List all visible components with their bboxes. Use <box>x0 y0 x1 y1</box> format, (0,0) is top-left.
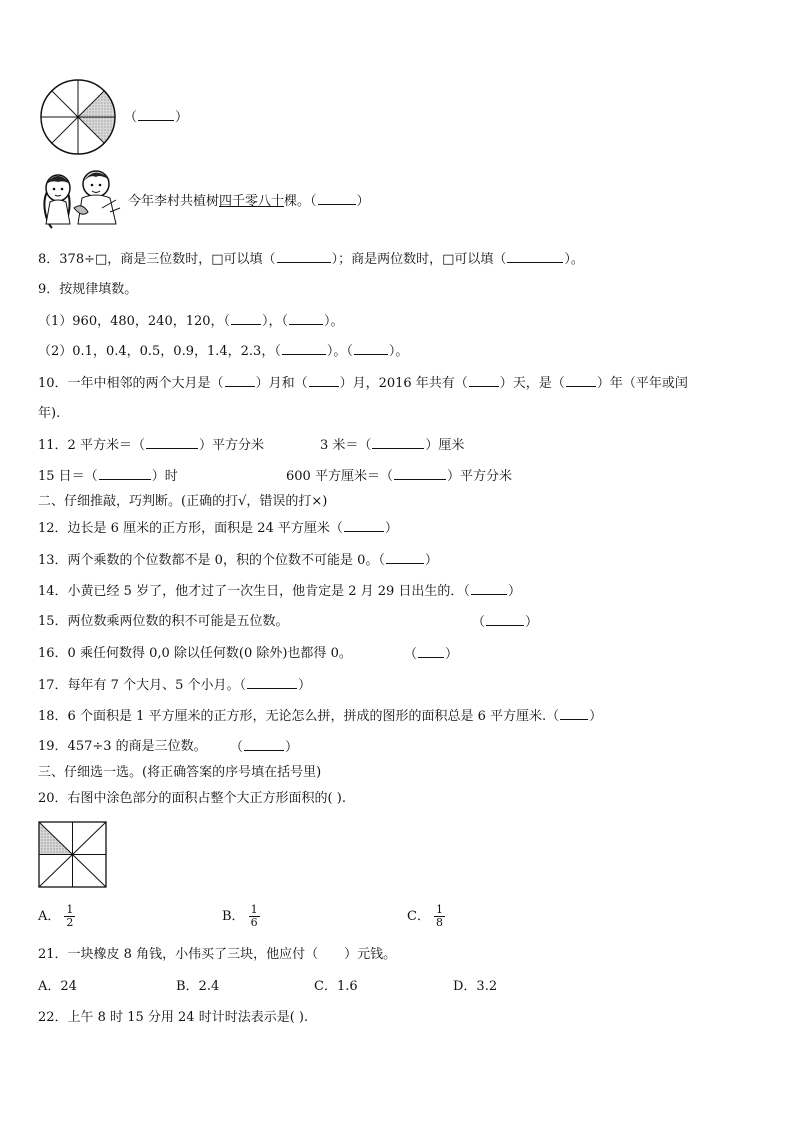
q20-option-b[interactable]: B． $\frac{1}{6}$ <box>222 903 258 929</box>
question-16-answer: （ ） <box>404 647 459 662</box>
question-10: 10．一年中相邻的两个大月是（ ）月和（ ）月，2016 年共有（ ）天，是（ ）年（平年或闰 <box>38 376 688 391</box>
question-11-row-2: 15 日＝（ ）时 <box>38 469 178 484</box>
question-11-row-1: 11．2 平方米＝（ ）平方分米 <box>38 438 264 453</box>
answer-blank[interactable] <box>386 551 424 564</box>
answer-blank[interactable] <box>471 582 507 595</box>
children-illustration <box>40 168 124 230</box>
answer-blank[interactable] <box>146 436 198 449</box>
q20-option-c[interactable]: C． $\frac{1}{8}$ <box>407 903 443 929</box>
shaded-sector <box>78 117 115 143</box>
question-19-answer: （ ） <box>230 740 299 755</box>
question-13: 13．两个乘数的个位数都不是 0，积的个位数不可能是 0。（ ） <box>38 553 438 568</box>
answer-blank[interactable] <box>418 645 444 658</box>
question-9: 9．按规律填数。 <box>38 282 138 297</box>
question-15-answer: （ ） <box>472 615 539 630</box>
question-14: 14．小黄已经 5 岁了，他才过了一次生日，他肯定是 2 月 29 日出生的．（ ） <box>38 584 521 599</box>
answer-blank[interactable] <box>277 250 331 263</box>
question-8: 8．378÷□，商是三位数时，□可以填（ ）；商是两位数时，□可以填（ ）。 <box>38 252 584 267</box>
answer-blank[interactable] <box>566 374 596 387</box>
answer-blank[interactable] <box>469 374 499 387</box>
answer-blank[interactable] <box>244 738 284 751</box>
answer-blank[interactable] <box>507 250 563 263</box>
q21-option-d[interactable]: D．3.2 <box>453 979 498 994</box>
answer-blank[interactable] <box>247 676 297 689</box>
question-10-wrap: 年). <box>38 406 61 421</box>
answer-blank[interactable] <box>282 342 326 355</box>
answer-blank[interactable] <box>344 519 384 532</box>
question-11-row-1b: 3 米＝（ ）厘米 <box>320 438 465 453</box>
q21-option-b[interactable]: B．2.4 <box>176 979 220 994</box>
answer-blank[interactable] <box>318 192 356 205</box>
answer-blank[interactable] <box>225 374 255 387</box>
answer-blank[interactable] <box>289 312 323 325</box>
question-trees: 今年李村共植树四千零八十棵。（ ） <box>128 194 370 209</box>
answer-blank[interactable] <box>231 312 261 325</box>
answer-blank[interactable] <box>309 374 339 387</box>
question-22: 22．上午 8 时 15 分用 24 时计时法表示是( ). <box>38 1010 309 1025</box>
circle-figure <box>38 78 120 156</box>
answer-blank[interactable] <box>99 467 151 480</box>
question-17: 17．每年有 7 个大月、5 个小月。（ ） <box>38 678 312 693</box>
question-20: 20．右图中涂色部分的面积占整个大正方形面积的( ). <box>38 791 346 806</box>
answer-blank[interactable] <box>486 613 524 626</box>
section-3-heading: 三、仔细选一选。(将正确答案的序号填在括号里) <box>38 765 322 780</box>
answer-blank[interactable] <box>560 707 588 720</box>
question-21: 21．一块橡皮 8 角钱，小伟买了三块，他应付（ ）元钱。 <box>38 947 397 962</box>
circle-answer-blank[interactable]: （ ） <box>124 110 189 125</box>
square-figure <box>38 821 108 889</box>
question-11-row-2b: 600 平方厘米＝（ ）平方分米 <box>286 469 512 484</box>
answer-blank[interactable] <box>394 467 446 480</box>
q21-option-c[interactable]: C．1.6 <box>314 979 358 994</box>
question-12: 12．边长是 6 厘米的正方形，面积是 24 平方厘米（ ） <box>38 521 398 536</box>
q20-option-a[interactable]: A． $\frac{1}{2}$ <box>38 903 74 929</box>
question-9-part-1: （1）960，480，240，120，（ ），（ ）。 <box>38 314 344 329</box>
section-2-heading: 二、仔细推敲，巧判断。(正确的打√，错误的打×) <box>38 494 328 509</box>
shaded-sector <box>78 91 114 117</box>
question-19: 19．457÷3 的商是三位数。 <box>38 739 207 754</box>
question-15: 15．两位数乘两位数的积不可能是五位数。 <box>38 614 289 629</box>
answer-blank[interactable] <box>354 342 388 355</box>
q21-option-a[interactable]: A．24 <box>38 979 77 994</box>
answer-blank[interactable] <box>372 436 424 449</box>
question-18: 18．6 个面积是 1 平方厘米的正方形，无论怎么拼，拼成的图形的面积总是 6 平方厘米.（ ） <box>38 709 603 724</box>
question-16: 16．0 乘任何数得 0,0 除以任何数(0 除外)也都得 0。 <box>38 646 352 661</box>
question-9-part-2: （2）0.1，0.4，0.5，0.9，1.4，2.3，（ ）。（ ）。 <box>38 344 409 359</box>
